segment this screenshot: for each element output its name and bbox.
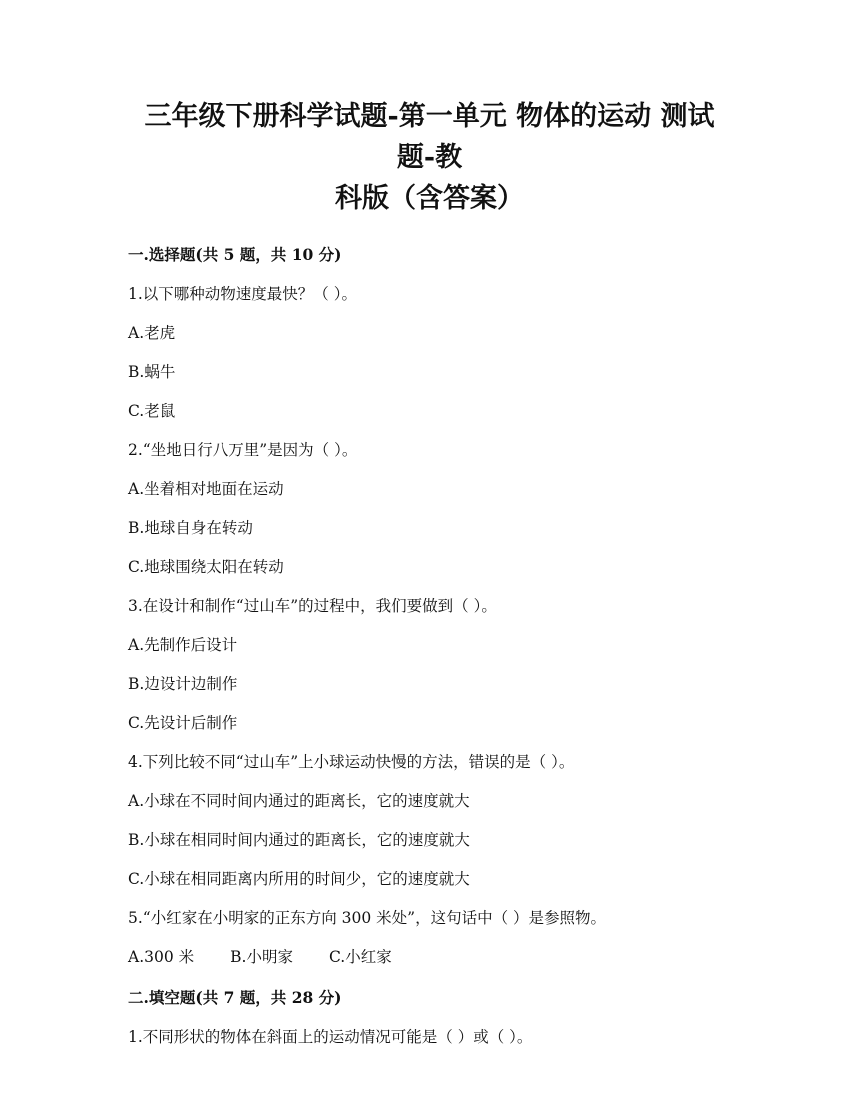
fill-question-stem-1: 1.不同形状的物体在斜面上的运动情况可能是（ ）或（ ）。 [128, 1028, 533, 1046]
question-2-option-a: A.坐着相对地面在运动 [128, 480, 284, 498]
question-3-option-a: A.先制作后设计 [128, 636, 238, 654]
question-4-option-b: B.小球在相同时间内通过的距离长，它的速度就大 [128, 831, 470, 849]
question-stem-1: 1.以下哪种动物速度最快？（ ）。 [128, 285, 357, 303]
question-stem-2: 2.“坐地日行八万里”是因为（ ）。 [128, 441, 358, 459]
document-title [128, 96, 731, 219]
question-5-option-a: A.300 米 [128, 948, 195, 966]
question-stem-4: 4.下列比较不同“过山车”上小球运动快慢的方法，错误的是（ ）。 [128, 753, 575, 771]
question-3-option-c: C.先设计后制作 [128, 714, 238, 732]
section-heading-choice: 一.选择题(共 5 题，共 10 分) [128, 245, 342, 264]
question-2-option-b: B.地球自身在转动 [128, 519, 253, 537]
question-4-option-c: C.小球在相同距离内所用的时间少，它的速度就大 [128, 870, 470, 888]
question-5-options [128, 946, 731, 968]
question-4-option-a: A.小球在不同时间内通过的距离长，它的速度就大 [128, 792, 470, 810]
question-1-option-a: A.老虎 [128, 324, 176, 342]
question-stem-5: 5.“小红家在小明家的正东方向 300 米处”，这句话中（ ）是参照物。 [128, 909, 607, 927]
question-5-option-c: C.小红家 [328, 948, 392, 966]
question-3-option-b: B.边设计边制作 [128, 675, 238, 693]
question-1-option-b: B.蜗牛 [128, 363, 176, 381]
section-heading-fill-in: 二.填空题(共 7 题，共 28 分) [128, 988, 342, 1007]
question-stem-3: 3.在设计和制作“过山车”的过程中，我们要做到（ ）。 [128, 597, 497, 615]
title-line-1: 三年级下册科学试题-第一单元 物体的运动 测试题-教 [144, 101, 715, 173]
question-1-option-c: C.老鼠 [128, 402, 176, 420]
title-line-2: 科版（含答案） [335, 183, 524, 214]
question-5-option-b: B.小明家 [230, 948, 293, 966]
question-2-option-c: C.地球围绕太阳在转动 [128, 558, 284, 576]
